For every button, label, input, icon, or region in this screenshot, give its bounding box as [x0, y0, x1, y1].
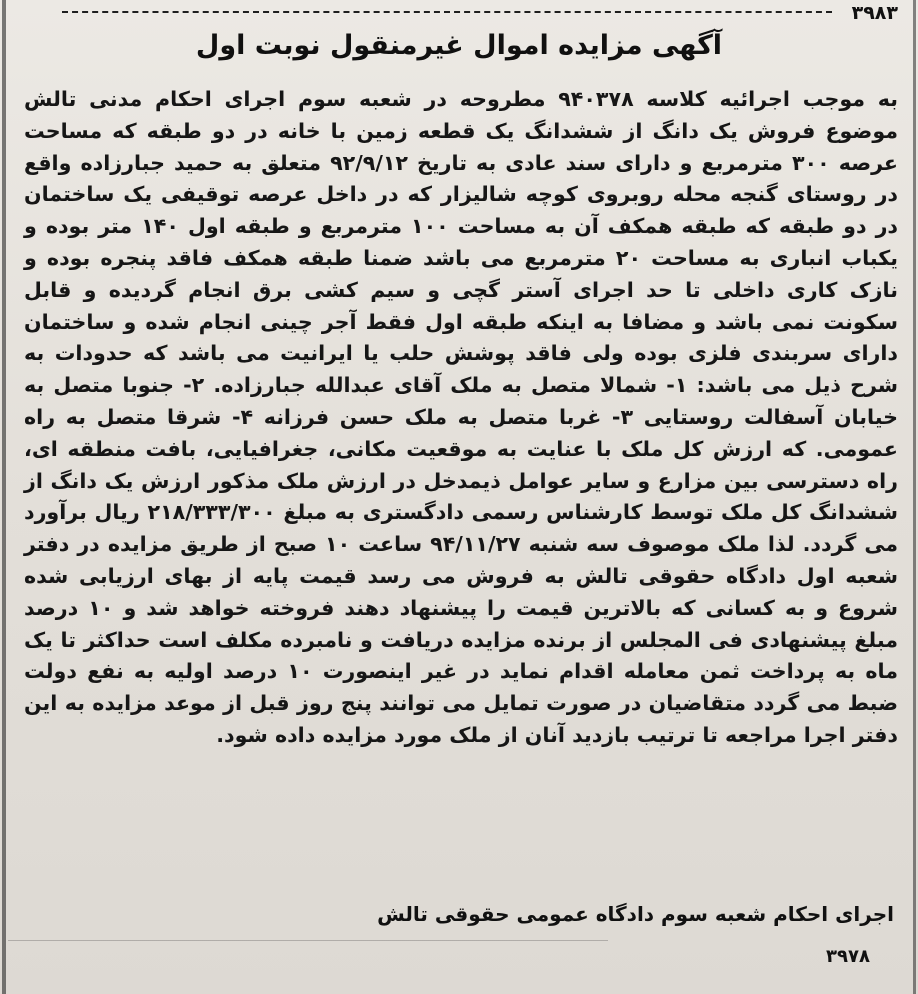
- top-dashed-divider: [62, 11, 832, 13]
- ad-number-bottom: ۳۹۷۸: [826, 946, 870, 967]
- left-border-line: [2, 0, 6, 994]
- right-border-line: [913, 0, 916, 994]
- ad-title: آگهی مزایده اموال غیرمنقول نوبت اول: [195, 30, 723, 61]
- ad-number-top: ۳۹۸۳: [851, 2, 898, 24]
- ad-body-text: به موجب اجرائیه کلاسه ۹۴۰۳۷۸ مطروحه در شعبه سوم اجرای احکام مدنی تالش موضوع فروش یک دانگ از ششدانگ یک قطعه زمین با خانه در دو طبقه که مساحت عرصه ۳۰۰ مترمربع و دارای سند عادی به تاریخ ۹۲/۹/۱۲ متعلق به حمید جبارزاده واقع در روستای گنجه محله روبروی کوچه شالیزار که در داخل عرصه توقیفی یک ساختمان در دو طبقه که طبقه همکف آن به مساحت ۱۰۰ مترمربع و طبقه اول ۱۴۰ متر بوده و یکباب انباری به مساحت ۲۰ مترمربع می باشد ضمنا طبقه همکف فاقد پنجره بوده و نازک کاری داخلی تا حد اجرای آستر گچی و سیم کشی برق انجام گردیده و قابل سکونت نمی باشد و مضافا به اینکه طبقه اول فقط آجر چینی انجام شده و ساختمان دارای سربندی فلزی بوده ولی فاقد پوشش حلب یا ایرانیت می باشد که حدودات به شرح ذیل می باشد: ۱- شمالا متصل به ملک آقای عبدالله جبارزاده. ۲- جنوبا متصل به خیابان آسفالت روستایی ۳- غربا متصل به ملک حسن فرزانه ۴- شرقا متصل به راه عمومی. که ارزش کل ملک با عنایت به موقعیت مکانی، جغرافیایی، بافت منطقه ای، راه دسترسی بین مزارع و سایر عوامل ذیمدخل در ارزش ملک مذکور ارزش یک دانگ از ششدانگ کل ملک توسط کارشناس رسمی دادگستری به مبلغ ۲۱۸/۳۳۳/۳۰۰ ریال برآورد می گردد. لذا ملک موصوف سه شنبه ۹۴/۱۱/۲۷ ساعت ۱۰ صبح از طریق مزایده در دفتر شعبه اول دادگاه حقوقی تالش به فروش می رسد قیمت پایه از بهای ارزیابی شده شروع و به کسانی که بالاترین قیمت را پیشنهاد دهند فروخته خواهد شد و ۱۰ درصد مبلغ پیشنهادی فی المجلس از برنده مزایده دریافت و نامبرده مکلف است حداکثر تا یک ماه به پرداخت ثمن معامله اقدام نماید در غیر اینصورت ۱۰ درصد اولیه به نفع دولت ضبط می گردد متقاضیان در صورت تمایل می توانند پنج روز قبل از موعد مزایده به این دفتر اجرا مراجعه تا ترتیب بازدید آنان از ملک مورد مزایده داده شود.: [24, 87, 899, 747]
- bottom-divider: [8, 940, 608, 941]
- ad-signature: اجرای احکام شعبه سوم دادگاه عمومی حقوقی تالش: [377, 902, 894, 926]
